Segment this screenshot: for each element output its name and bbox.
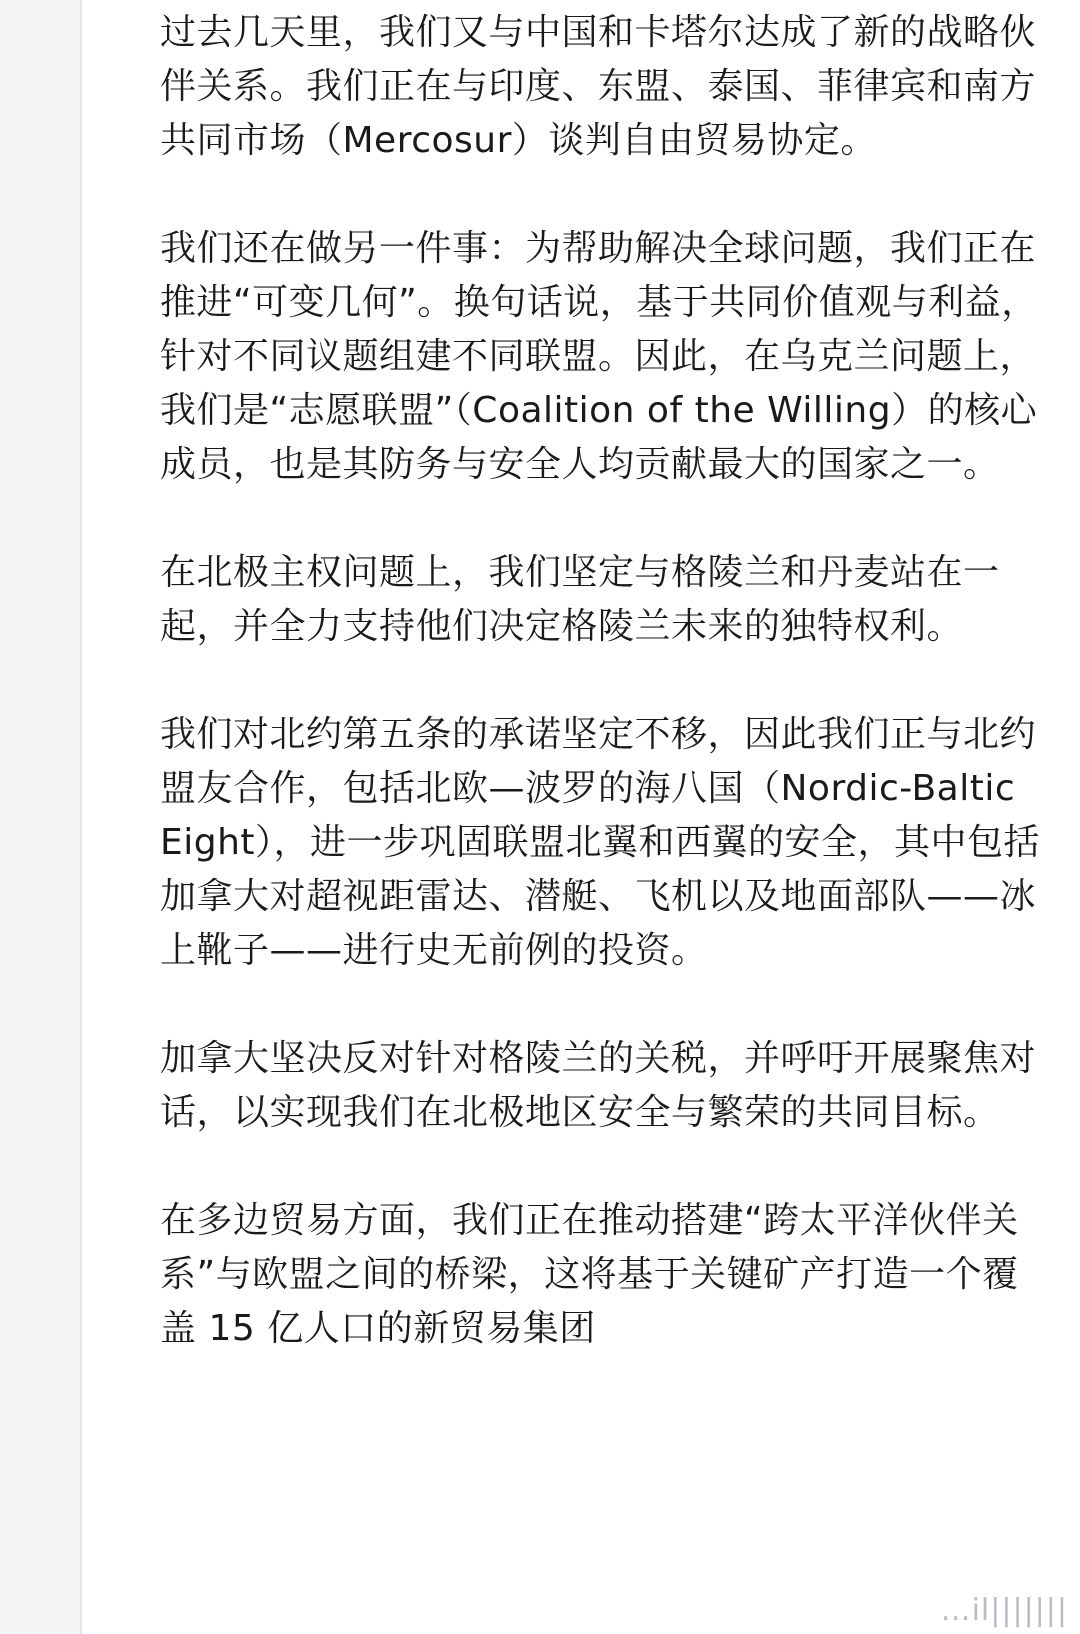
paragraph-strategic-partnerships: 过去几天里，我们又与中国和卡塔尔达成了新的战略伙伴关系。我们正在与印度、东盟、泰国、菲律宾和南方共同市场（Mercosur）谈判自由贸易协定。	[160, 12, 1037, 161]
paragraph-multilateral-trade: 在多边贸易方面，我们正在推动搭建“跨太平洋伙伴关系”与欧盟之间的桥梁，这将基于关键矿产打造一个覆盖 15 亿人口的新贸易集团	[160, 1200, 1019, 1349]
paragraph-greenland-tariffs: 加拿大坚决反对针对格陵兰的关税，并呼吁开展聚焦对话，以实现我们在北极地区安全与繁荣的共同目标。	[160, 1038, 1037, 1133]
watermark	[937, 1590, 1072, 1630]
article-body	[160, 6, 1050, 1410]
paragraph-nato-article-five: 我们对北约第五条的承诺坚定不移，因此我们正与北约盟友合作，包括北欧—波罗的海八国（Nordic-Baltic Eight），进一步巩固联盟北翼和西翼的安全，其中包括加拿大对超视距雷达、潜艇、飞机以及地面部队——冰上靴子——进行史无前例的投资。	[160, 714, 1041, 971]
watermark-text: …il|||||||	[940, 1592, 1068, 1628]
left-sidebar-rail	[0, 0, 80, 1634]
paragraph-arctic-sovereignty: 在北极主权问题上，我们坚定与格陵兰和丹麦站在一起，并全力支持他们决定格陵兰未来的独特权利。	[160, 552, 1000, 647]
paragraph-variable-geometry: 我们还在做另一件事：为帮助解决全球问题，我们正在推进“可变几何”。换句话说，基于共同价值观与利益，针对不同议题组建不同联盟。因此，在乌克兰问题上，我们是“志愿联盟”（Coalition of the Willing）的核心成员，也是其防务与安全人均贡献最大的国家之一。	[160, 228, 1038, 485]
